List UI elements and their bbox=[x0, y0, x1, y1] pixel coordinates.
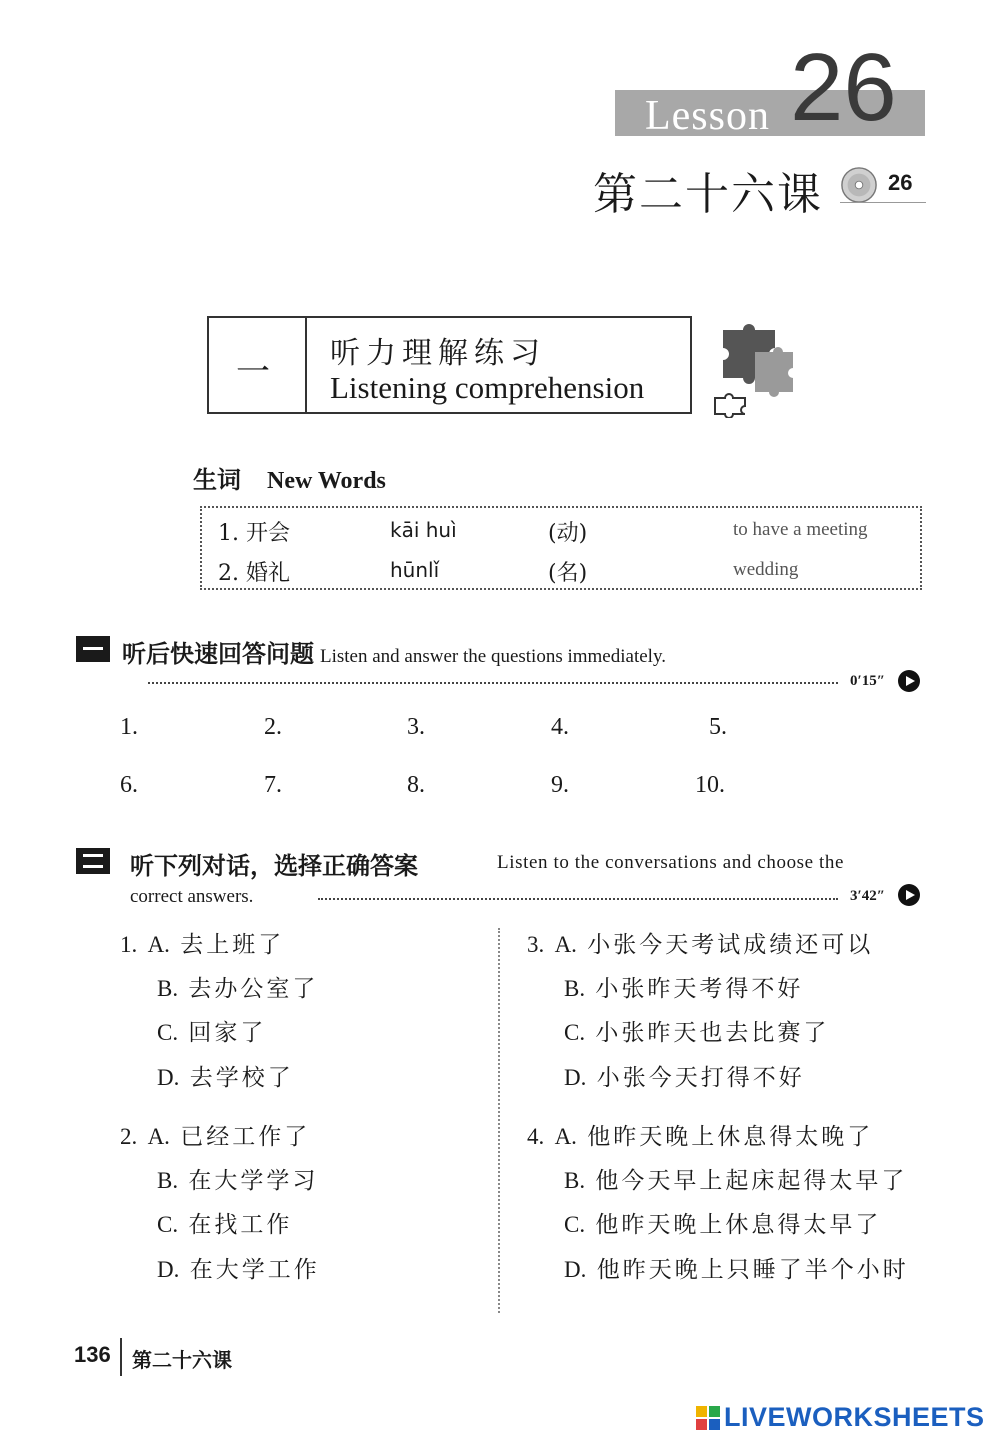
section-divider bbox=[305, 316, 307, 414]
answer-number: 2. bbox=[264, 714, 282, 740]
exercise-1-dotted-line bbox=[148, 682, 838, 684]
exercise-2-dotted-line bbox=[318, 898, 838, 900]
footer-title: 第二十六课 bbox=[132, 1348, 232, 1372]
question-1-option-a[interactable]: 1. A. 去上班了 bbox=[120, 932, 285, 958]
meaning: wedding bbox=[733, 559, 799, 580]
answer-number: 1. bbox=[120, 714, 138, 740]
question-3-option-d[interactable]: D. 小张今天打得不好 bbox=[564, 1065, 805, 1091]
question-2-option-c[interactable]: C. 在找工作 bbox=[157, 1212, 293, 1238]
section-title-en: Listening comprehension bbox=[330, 370, 645, 405]
part-of-speech: (动) bbox=[548, 521, 588, 546]
exercise-1-badge bbox=[76, 636, 110, 662]
exercise-2-title-en-cont: correct answers. bbox=[130, 886, 254, 907]
exercise-1-title-en: Listen and answer the questions immediately. bbox=[320, 646, 666, 667]
liveworksheets-watermark[interactable]: LIVEWORKSHEETS bbox=[724, 1402, 985, 1432]
play-icon[interactable] bbox=[898, 884, 920, 906]
column-divider bbox=[498, 928, 500, 1313]
answer-number: 9. bbox=[551, 772, 569, 798]
section-number: 一 bbox=[236, 352, 270, 392]
answer-number: 5. bbox=[709, 714, 727, 740]
answer-number: 3. bbox=[407, 714, 425, 740]
part-of-speech: (名) bbox=[548, 561, 588, 586]
question-3-option-b[interactable]: B. 小张昨天考得不好 bbox=[564, 976, 804, 1002]
exercise-2-badge bbox=[76, 848, 110, 874]
answer-number: 4. bbox=[551, 714, 569, 740]
word: 2. 婚礼 bbox=[218, 561, 290, 586]
lesson-title: 第二十六课 bbox=[593, 169, 823, 220]
exercise-2-time: 3′42″ bbox=[850, 888, 886, 904]
question-1-option-b[interactable]: B. 去办公室了 bbox=[157, 976, 319, 1002]
question-3-option-c[interactable]: C. 小张昨天也去比赛了 bbox=[564, 1020, 830, 1046]
answer-number: 8. bbox=[407, 772, 425, 798]
question-1-option-c[interactable]: C. 回家了 bbox=[157, 1020, 267, 1046]
lesson-number: 26 bbox=[790, 34, 897, 141]
track-number: 26 bbox=[888, 170, 913, 195]
pinyin: hūnlǐ bbox=[390, 558, 440, 582]
question-4-option-a[interactable]: 4. A. 他昨天晚上休息得太晚了 bbox=[527, 1124, 874, 1150]
puzzle-icon bbox=[705, 318, 805, 418]
answer-number: 10. bbox=[695, 772, 725, 798]
question-3-option-a[interactable]: 3. A. 小张今天考试成绩还可以 bbox=[527, 932, 874, 958]
track-underline bbox=[840, 202, 926, 203]
play-icon[interactable] bbox=[898, 670, 920, 692]
exercise-1-time: 0′15″ bbox=[850, 673, 886, 689]
lesson-word: Lesson bbox=[645, 93, 770, 139]
question-2-option-a[interactable]: 2. A. 已经工作了 bbox=[120, 1124, 311, 1150]
answer-number: 6. bbox=[120, 772, 138, 798]
exercise-2-title-cn: 听下列对话，选择正确答案 bbox=[130, 852, 418, 880]
section-title-cn: 听力理解练习 bbox=[330, 336, 546, 371]
liveworksheets-logo-icon bbox=[696, 1406, 720, 1430]
audio-cd-icon bbox=[840, 166, 878, 204]
question-4-option-c[interactable]: C. 他昨天晚上休息得太早了 bbox=[564, 1212, 882, 1238]
new-words-heading-cn: 生词 bbox=[193, 465, 241, 494]
new-words-heading bbox=[193, 460, 386, 495]
meaning: to have a meeting bbox=[733, 519, 868, 540]
footer-divider bbox=[120, 1338, 122, 1376]
question-4-option-d[interactable]: D. 他昨天晚上只睡了半个小时 bbox=[564, 1257, 909, 1283]
answer-number: 7. bbox=[264, 772, 282, 798]
exercise-2-title-en: Listen to the conversations and choose the bbox=[497, 852, 845, 873]
pinyin: kāi huì bbox=[390, 518, 457, 542]
question-4-option-b[interactable]: B. 他今天早上起床起得太早了 bbox=[564, 1168, 908, 1194]
exercise-1-title bbox=[122, 634, 666, 669]
exercise-1-title-cn: 听后快速回答问题 bbox=[122, 640, 314, 668]
question-2-option-b[interactable]: B. 在大学学习 bbox=[157, 1168, 319, 1194]
page-number: 136 bbox=[74, 1342, 111, 1367]
new-words-heading-en: New Words bbox=[267, 468, 386, 494]
word: 1. 开会 bbox=[218, 521, 290, 546]
question-1-option-d[interactable]: D. 去学校了 bbox=[157, 1065, 294, 1091]
question-2-option-d[interactable]: D. 在大学工作 bbox=[157, 1257, 320, 1283]
